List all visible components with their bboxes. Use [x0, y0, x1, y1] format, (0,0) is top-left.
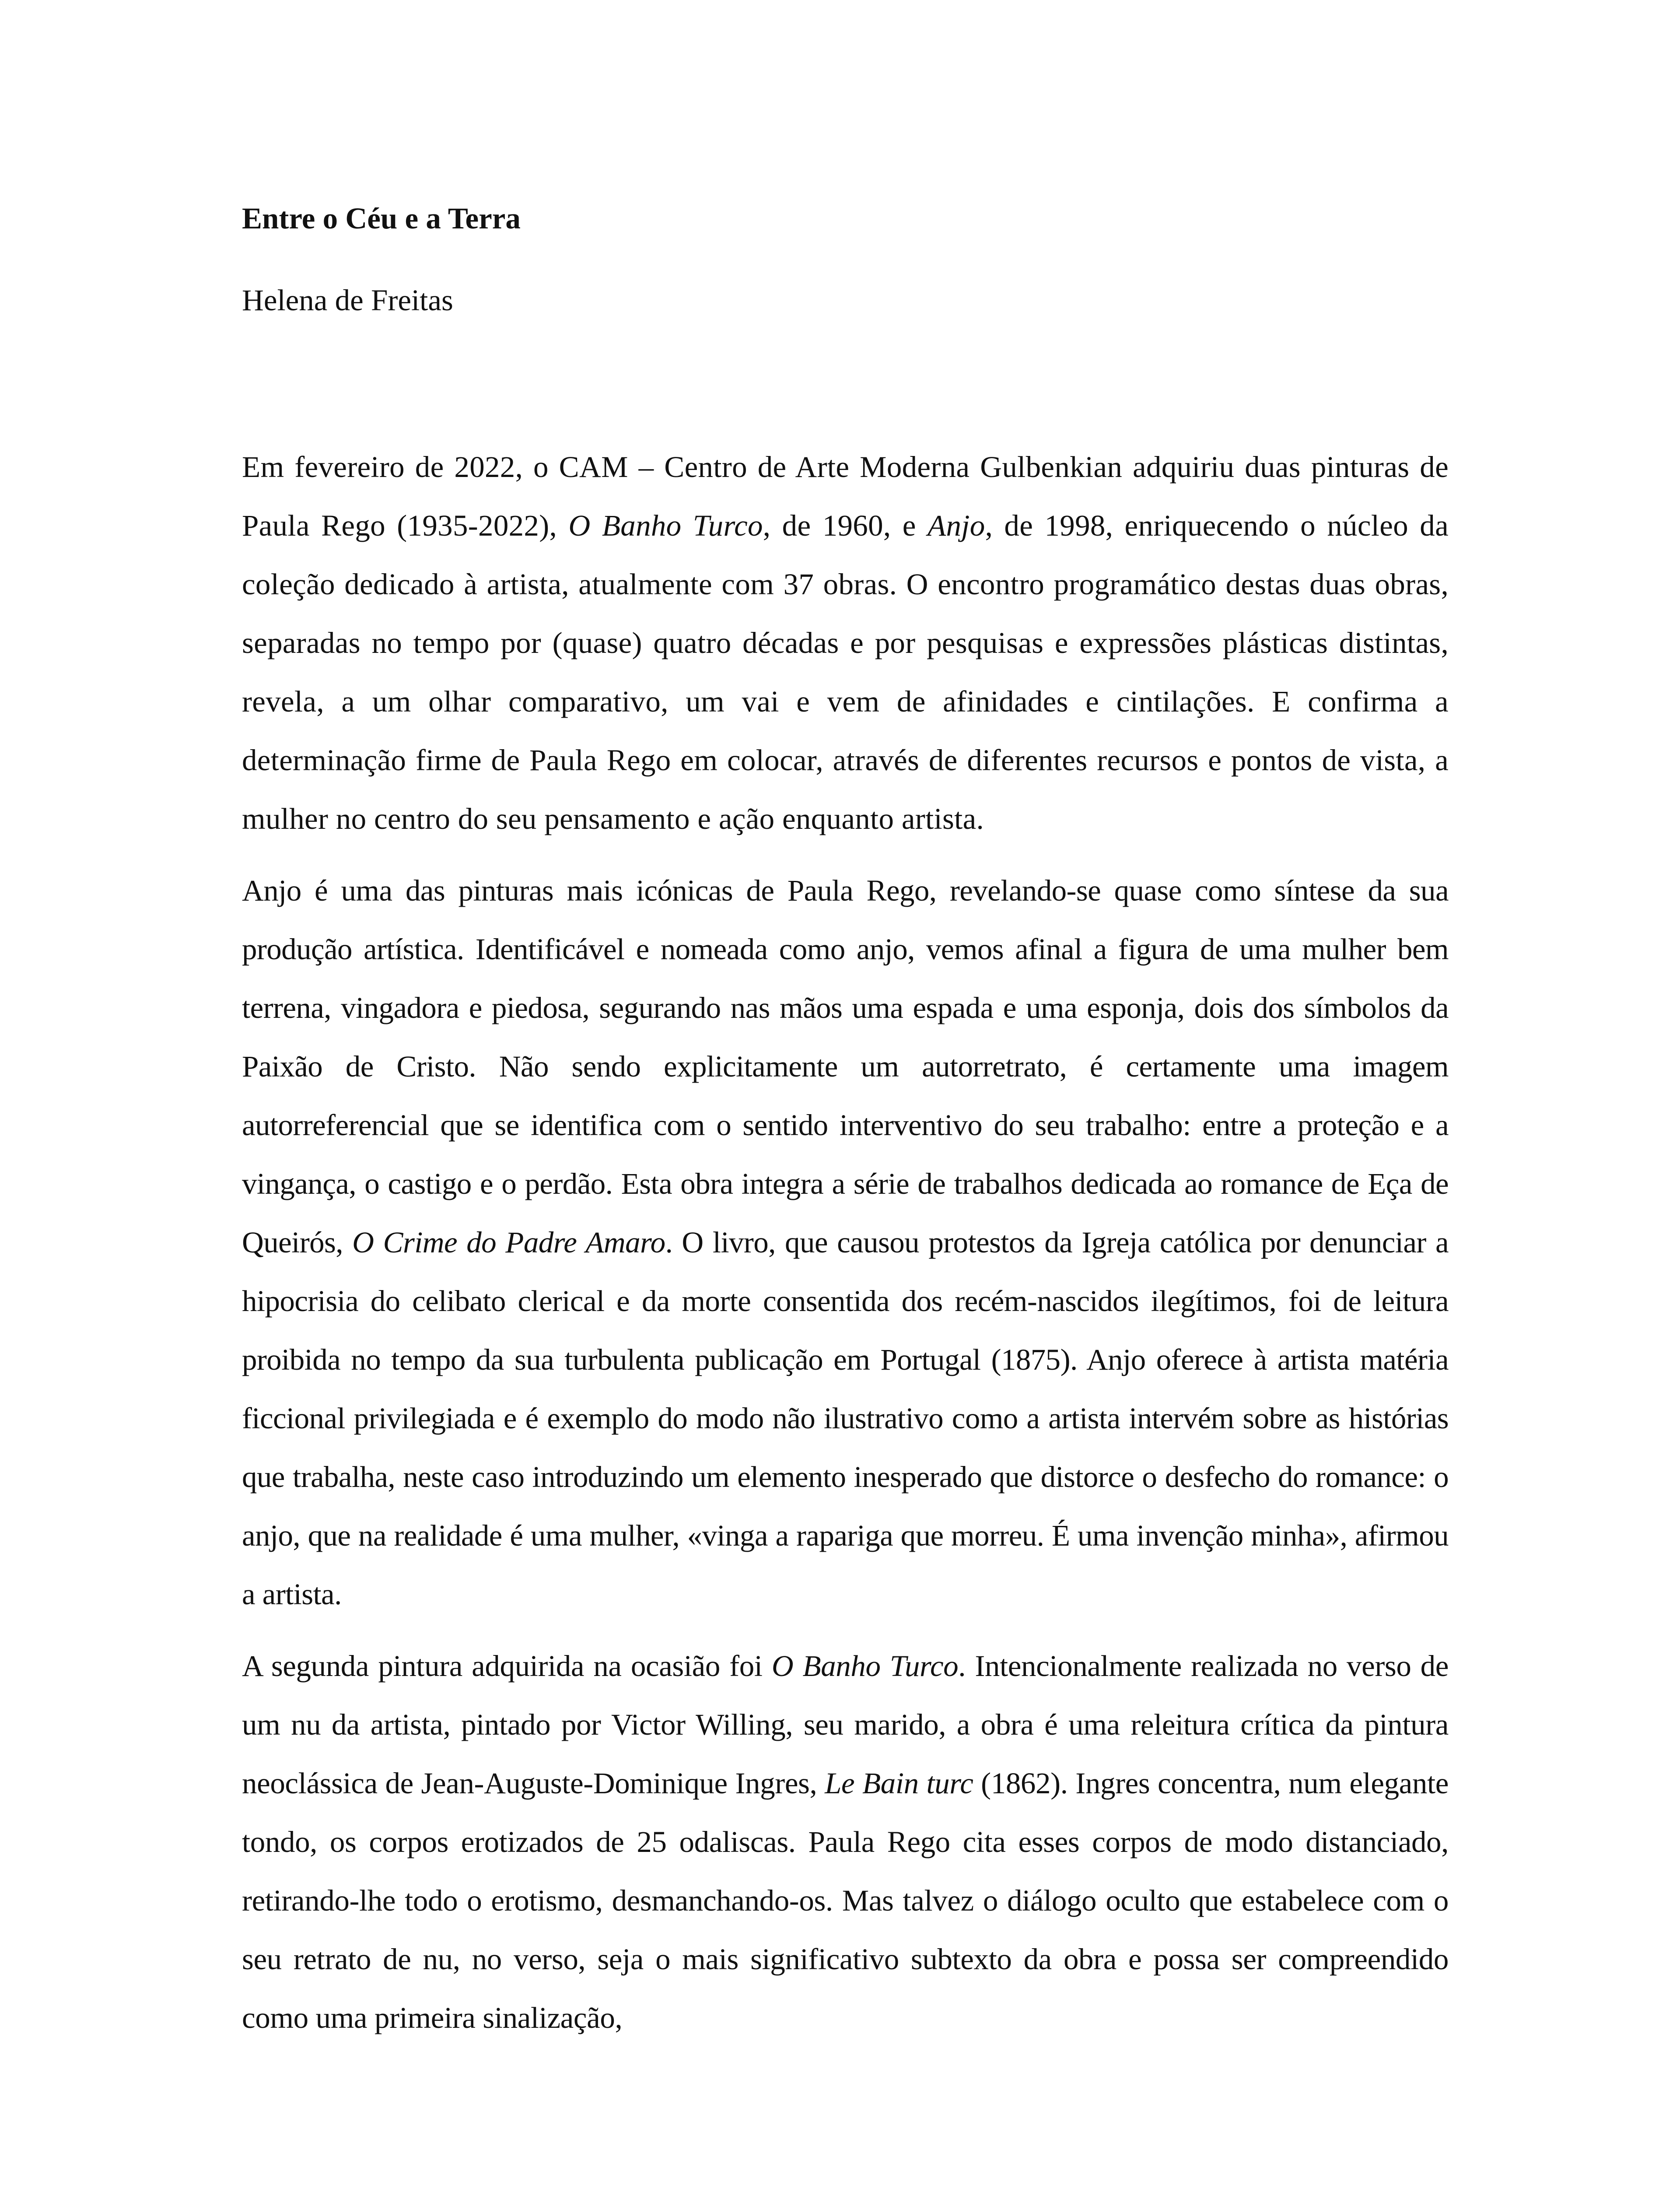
- text-segment: , de 1960, e: [763, 509, 928, 542]
- text-segment: , de 1998, enriquecendo o núcleo da coleção dedicado à artista, atualmente com 37 obras. O encontro programático destas duas obras, separadas no tempo por (quase) quatro décadas e por pesquisas e expressões plásticas distintas, revela, a um olhar comparativo, um vai e vem de afinidades e cintilações. E confirma a determinação firme de Paula Rego em colocar, através de diferentes recursos e pontos de vista, a mulher no centro do seu pensamento e ação enquanto artista.: [242, 509, 1449, 835]
- italic-title-segment: O Crime do Padre Amaro: [352, 1226, 665, 1259]
- text-segment: A segunda pintura adquirida na ocasião foi: [242, 1649, 772, 1683]
- paragraph-2: [242, 861, 1449, 1623]
- text-segment: Em fevereiro de 2022, o CAM – Centro de Arte Moderna Gulbenkian adquiriu duas pinturas de Paula Rego (1935-2022),: [242, 450, 1449, 542]
- italic-title-segment: O Banho Turco: [568, 509, 763, 542]
- text-segment: . Intencionalmente realizada no verso de um nu da artista, pintado por Victor Willing, seu marido, a obra é uma releitura crítica da pintura neoclássica de Jean-Auguste-Dominique Ingres,: [242, 1649, 1449, 1800]
- paragraph-1: [242, 438, 1449, 848]
- document-body: [242, 438, 1449, 2060]
- document-title: Entre o Céu e a Terra: [242, 202, 521, 235]
- document-author: Helena de Freitas: [242, 284, 453, 317]
- italic-title-segment: Anjo: [928, 509, 985, 542]
- text-segment: . O livro, que causou protestos da Igreja católica por denunciar a hipocrisia do celibato clerical e da morte consentida dos recém-nascidos ilegítimos, foi de leitura proibida no tempo da sua turbulenta publicação em Portugal (1875). Anjo oferece à artista matéria ficcional privilegiada e é exemplo do modo não ilustrativo como a artista intervém sobre as histórias que trabalha, neste caso introduzindo um elemento inesperado que distorce o desfecho do romance: o anjo, que na realidade é uma mulher, «vinga a rapariga que morreu. É uma invenção minha», afirmou a artista.: [242, 1226, 1449, 1611]
- text-segment: (1862). Ingres concentra, num elegante tondo, os corpos erotizados de 25 odaliscas. Paula Rego cita esses corpos de modo distanciado, retirando-lhe todo o erotismo, desmanchando-os. Mas talvez o diálogo oculto que estabelece com o seu retrato de nu, no verso, seja o mais significativo subtexto da obra e possa ser compreendido como uma primeira sinalização,: [242, 1767, 1449, 2034]
- italic-title-segment: Le Bain turc: [825, 1767, 973, 1800]
- text-segment: Anjo é uma das pinturas mais icónicas de Paula Rego, revelando-se quase como síntese da sua produção artística. Identificável e nomeada como anjo, vemos afinal a figura de uma mulher bem terrena, vingadora e piedosa, segurando nas mãos uma espada e uma esponja, dois dos símbolos da Paixão de Cristo. Não sendo explicitamente um autorretrato, é certamente uma imagem autorreferencial que se identifica com o sentido interventivo do seu trabalho: entre a proteção e a vingança, o castigo e o perdão. Esta obra integra a série de trabalhos dedicada ao romance de Eça de Queirós,: [242, 874, 1449, 1259]
- italic-title-segment: O Banho Turco: [771, 1649, 959, 1683]
- paragraph-3: [242, 1637, 1449, 2047]
